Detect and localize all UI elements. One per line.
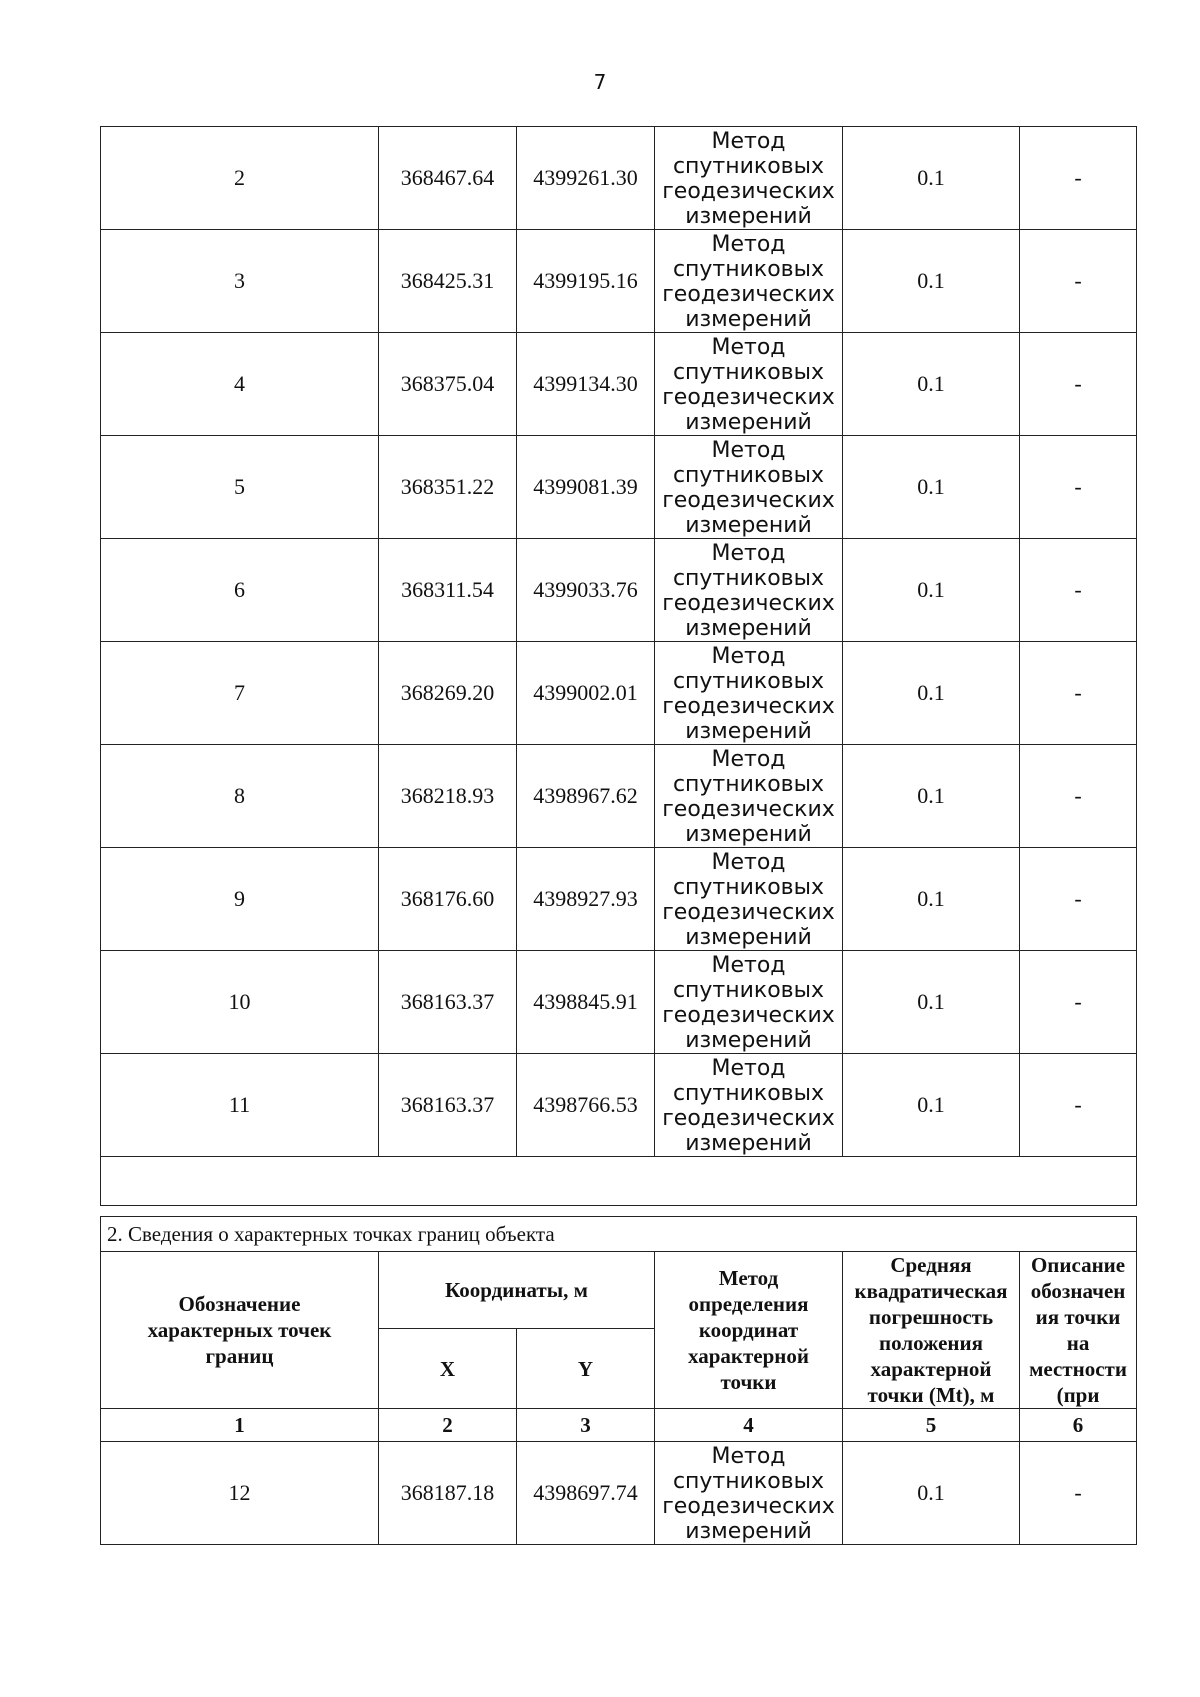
empty-cell [101,1157,1137,1206]
table-caption: 2. Сведения о характерных точках границ объекта [101,1217,1137,1252]
column-number: 5 [843,1409,1020,1442]
header-designation: Обозначение характерных точек границ [101,1252,379,1409]
method-cell: Метод спутниковых геодезических измерений [655,1442,843,1545]
error-cell: 0.1 [843,1442,1020,1545]
page-number: 7 [593,70,607,94]
x-coordinate-cell: 368375.04 [379,333,517,436]
x-coordinate-cell: 368176.60 [379,848,517,951]
point-cell: 12 [101,1442,379,1545]
point-cell: 5 [101,436,379,539]
point-cell: 6 [101,539,379,642]
error-cell: 0.1 [843,127,1020,230]
column-number: 4 [655,1409,843,1442]
description-cell: - [1020,745,1137,848]
method-cell: Метод спутниковых геодезических измерений [655,642,843,745]
header-method: Метод определения координат характерной точки [655,1252,843,1409]
header-y: Y [517,1329,655,1409]
x-coordinate-cell: 368218.93 [379,745,517,848]
x-coordinate-cell: 368467.64 [379,127,517,230]
x-coordinate-cell: 368311.54 [379,539,517,642]
x-coordinate-cell: 368351.22 [379,436,517,539]
column-number: 6 [1020,1409,1137,1442]
y-coordinate-cell: 4399134.30 [517,333,655,436]
x-coordinate-cell: 368425.31 [379,230,517,333]
table-row [101,1442,1137,1545]
method-cell: Метод спутниковых геодезических измерений [655,539,843,642]
description-cell: - [1020,127,1137,230]
table-row [101,951,1137,1054]
y-coordinate-cell: 4399081.39 [517,436,655,539]
x-coordinate-cell: 368163.37 [379,951,517,1054]
point-cell: 3 [101,230,379,333]
error-cell: 0.1 [843,745,1020,848]
column-number: 2 [379,1409,517,1442]
description-cell: - [1020,1442,1137,1545]
y-coordinate-cell: 4399261.30 [517,127,655,230]
error-cell: 0.1 [843,1054,1020,1157]
y-coordinate-cell: 4399195.16 [517,230,655,333]
method-cell: Метод спутниковых геодезических измерений [655,745,843,848]
error-cell: 0.1 [843,436,1020,539]
y-coordinate-cell: 4398967.62 [517,745,655,848]
y-coordinate-cell: 4398766.53 [517,1054,655,1157]
y-coordinate-cell: 4398845.91 [517,951,655,1054]
description-cell: - [1020,230,1137,333]
column-number: 3 [517,1409,655,1442]
x-coordinate-cell: 368187.18 [379,1442,517,1545]
column-number: 1 [101,1409,379,1442]
point-cell: 11 [101,1054,379,1157]
table-row [101,436,1137,539]
description-cell: - [1020,539,1137,642]
empty-row [101,1157,1137,1206]
method-cell: Метод спутниковых геодезических измерений [655,333,843,436]
point-cell: 8 [101,745,379,848]
table-row [101,230,1137,333]
header-description: Описание обозначен ия точки на местности (при [1020,1252,1137,1409]
method-cell: Метод спутниковых геодезических измерений [655,951,843,1054]
error-cell: 0.1 [843,333,1020,436]
method-cell: Метод спутниковых геодезических измерений [655,436,843,539]
error-cell: 0.1 [843,642,1020,745]
x-coordinate-cell: 368269.20 [379,642,517,745]
y-coordinate-cell: 4399002.01 [517,642,655,745]
table-row [101,848,1137,951]
point-cell: 4 [101,333,379,436]
table-row [101,127,1137,230]
description-cell: - [1020,333,1137,436]
table-row [101,333,1137,436]
table-row [101,1054,1137,1157]
table-row [101,539,1137,642]
boundary-points-table [100,1216,1137,1545]
method-cell: Метод спутниковых геодезических измерений [655,127,843,230]
description-cell: - [1020,642,1137,745]
description-cell: - [1020,1054,1137,1157]
point-cell: 2 [101,127,379,230]
y-coordinate-cell: 4398927.93 [517,848,655,951]
y-coordinate-cell: 4399033.76 [517,539,655,642]
point-cell: 7 [101,642,379,745]
coordinates-table-continued [100,126,1137,1206]
description-cell: - [1020,951,1137,1054]
y-coordinate-cell: 4398697.74 [517,1442,655,1545]
x-coordinate-cell: 368163.37 [379,1054,517,1157]
method-cell: Метод спутниковых геодезических измерений [655,848,843,951]
table-row [101,745,1137,848]
description-cell: - [1020,848,1137,951]
method-cell: Метод спутниковых геодезических измерений [655,230,843,333]
method-cell: Метод спутниковых геодезических измерений [655,1054,843,1157]
point-cell: 9 [101,848,379,951]
header-x: X [379,1329,517,1409]
point-cell: 10 [101,951,379,1054]
error-cell: 0.1 [843,848,1020,951]
description-cell: - [1020,436,1137,539]
table-row [101,642,1137,745]
error-cell: 0.1 [843,230,1020,333]
error-cell: 0.1 [843,951,1020,1054]
header-error: Средняя квадратическая погрешность положения характерной точки (Mt), м [843,1252,1020,1409]
error-cell: 0.1 [843,539,1020,642]
header-coordinates: Координаты, м [379,1252,655,1329]
